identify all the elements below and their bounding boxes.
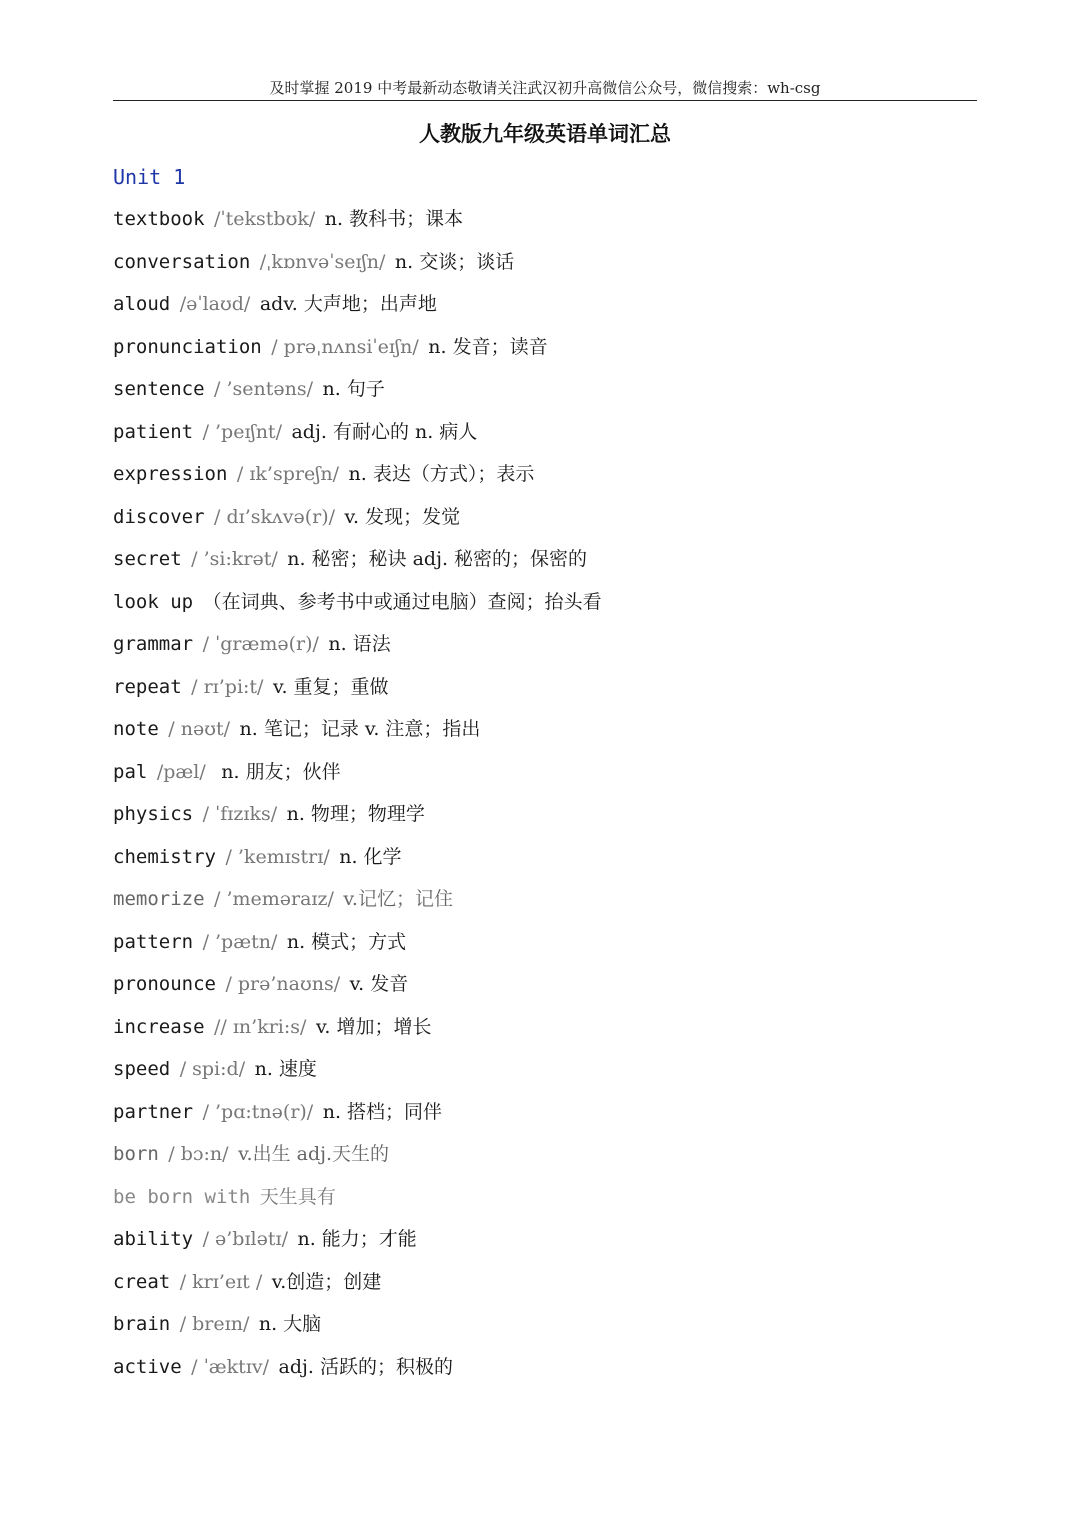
vocab-definition: n. 笔记；记录 v. 注意；指出	[239, 718, 481, 740]
vocab-definition: adj. 有耐心的 n. 病人	[291, 420, 478, 443]
vocab-definition: v. 发音	[349, 973, 409, 995]
vocab-definition: n. 交谈；谈话	[394, 250, 515, 273]
vocab-word: grammar	[113, 633, 194, 655]
vocab-definition: n. 教科书；课本	[324, 208, 464, 230]
vocab-entry	[113, 884, 1013, 927]
vocab-word: note	[113, 718, 159, 740]
vocab-phonetic: /ˈtekstbʊk/	[214, 208, 316, 230]
vocab-entry	[113, 1309, 1013, 1352]
vocab-definition: n. 大脑	[258, 1313, 322, 1335]
vocab-word: brain	[113, 1313, 171, 1335]
vocab-phonetic: / spi:d/	[179, 1058, 246, 1080]
vocab-word: pronounce	[113, 973, 216, 995]
vocab-entry	[113, 629, 1013, 672]
vocab-entry	[113, 969, 1013, 1012]
vocab-word: memorize	[113, 888, 205, 910]
vocab-word: partner	[113, 1100, 194, 1123]
vocab-word: physics	[113, 803, 194, 825]
vocab-definition: n. 朋友；伙伴	[215, 760, 341, 783]
vocab-phonetic: / nəʊt/	[168, 718, 231, 740]
vocab-phonetic: / dɪ’skʌvə(r)/	[214, 505, 336, 528]
vocab-phonetic: /pæl/	[156, 760, 206, 783]
vocab-word: discover	[113, 505, 205, 528]
vocab-phonetic: / ˈæktɪv/	[191, 1355, 270, 1378]
vocab-entry	[113, 1139, 1013, 1182]
vocab-word: pal	[113, 760, 148, 783]
vocab-word: pronunciation	[113, 335, 262, 358]
vocab-definition: n. 发音；读音	[428, 335, 548, 358]
vocab-word: conversation	[113, 250, 251, 273]
vocab-word: be born with	[113, 1185, 251, 1208]
header-divider	[113, 100, 977, 101]
vocab-phonetic: / prə’naʊns/	[225, 973, 341, 995]
vocab-definition: n. 能力；才能	[297, 1228, 417, 1250]
vocab-entry	[113, 1267, 1013, 1310]
vocab-definition: v. 增加；增长	[315, 1015, 432, 1038]
vocab-definition: v.记忆；记住	[343, 888, 453, 910]
vocab-word: secret	[113, 548, 182, 570]
vocab-definition: n. 搭档；同伴	[322, 1100, 443, 1123]
vocab-entry	[113, 1182, 1013, 1225]
vocab-entry	[113, 204, 1013, 247]
vocab-definition: adj. 活跃的；积极的	[278, 1355, 453, 1378]
vocab-definition: adv. 大声地；出声地	[259, 293, 437, 315]
vocab-phonetic: / breɪn/	[179, 1313, 250, 1335]
vocab-phonetic: /ˌkɒnvəˈseɪʃn/	[259, 250, 386, 273]
vocab-entry	[113, 289, 1013, 332]
vocab-entry	[113, 1352, 1013, 1395]
vocab-phonetic: / krɪ’eɪt /	[179, 1270, 263, 1293]
vocab-word: born	[113, 1143, 159, 1165]
vocab-entry	[113, 757, 1013, 800]
vocab-definition: v. 发现；发觉	[344, 505, 461, 528]
vocab-entry	[113, 459, 1013, 502]
vocab-word: speed	[113, 1058, 171, 1080]
vocab-phonetic: / ’pætn/	[202, 930, 278, 953]
vocab-phonetic: / rɪ’pi:t/	[191, 675, 264, 698]
vocab-definition: n. 化学	[339, 845, 402, 868]
vocab-entry	[113, 927, 1013, 970]
vocab-word: active	[113, 1355, 182, 1378]
vocab-phonetic: / bɔ:n/	[168, 1143, 229, 1165]
vocab-word: patient	[113, 420, 194, 443]
vocab-word: pattern	[113, 930, 194, 953]
vocab-definition: v. 重复；重做	[272, 675, 389, 698]
vocab-entry	[113, 799, 1013, 842]
vocab-word: repeat	[113, 675, 182, 698]
vocab-entry	[113, 374, 1013, 417]
vocab-phonetic: / ’kemɪstrɪ/	[225, 845, 330, 868]
vocab-word: increase	[113, 1015, 205, 1038]
vocabulary-list	[113, 204, 1013, 1394]
vocab-phonetic: / ’pɑ:tnə(r)/	[202, 1100, 314, 1123]
vocab-phonetic: / ə’bɪlətɪ/	[202, 1228, 288, 1250]
vocab-entry	[113, 672, 1013, 715]
vocab-definition: （在词典、参考书中或通过电脑）查阅；抬头看	[202, 590, 602, 613]
vocab-word: textbook	[113, 208, 205, 230]
vocab-phonetic: / ˈgræmə(r)/	[202, 633, 319, 655]
vocab-word: look up	[113, 590, 194, 613]
document-title: 人教版九年级英语单词汇总	[419, 121, 671, 146]
vocab-entry	[113, 1012, 1013, 1055]
vocab-definition: n. 语法	[328, 633, 391, 655]
vocab-definition: n. 模式；方式	[286, 930, 407, 953]
vocab-phonetic: / ˈfɪzɪks/	[202, 803, 278, 825]
vocab-entry	[113, 1054, 1013, 1097]
vocab-word: sentence	[113, 378, 205, 400]
vocab-entry	[113, 1097, 1013, 1140]
vocab-definition: n. 速度	[254, 1058, 317, 1080]
vocab-entry	[113, 332, 1013, 375]
vocab-entry	[113, 502, 1013, 545]
vocab-phonetic: // ɪn’kri:s/	[214, 1015, 307, 1038]
vocab-definition: v.出生 adj.天生的	[238, 1143, 390, 1165]
vocab-phonetic: / ’si:krət/	[191, 548, 278, 570]
vocab-definition: n. 物理；物理学	[286, 803, 425, 825]
vocab-definition: n. 句子	[322, 378, 385, 400]
unit-heading: Unit 1	[113, 165, 186, 189]
vocab-word: creat	[113, 1270, 171, 1293]
vocab-definition: n. 秘密；秘诀 adj. 秘密的；保密的	[287, 548, 588, 570]
vocab-definition: v.创造；创建	[271, 1270, 382, 1293]
vocab-word: expression	[113, 463, 228, 485]
vocab-definition: n. 表达（方式）；表示	[348, 463, 535, 485]
vocab-entry	[113, 417, 1013, 460]
vocab-entry	[113, 842, 1013, 885]
page-header: 及时掌握 2019 中考最新动态敬请关注武汉初升高微信公众号，微信搜索：wh-csg	[269, 79, 821, 97]
vocab-entry	[113, 714, 1013, 757]
vocab-phonetic: / prəˌnʌnsiˈeɪʃn/	[271, 335, 419, 358]
vocab-entry	[113, 1224, 1013, 1267]
vocab-entry	[113, 544, 1013, 587]
vocab-definition: 天生具有	[259, 1185, 336, 1208]
vocab-entry	[113, 587, 1013, 630]
vocab-word: ability	[113, 1228, 194, 1250]
vocab-phonetic: /əˈlaʊd/	[179, 293, 251, 315]
vocab-word: chemistry	[113, 845, 216, 868]
vocab-phonetic: / ’peɪʃnt/	[202, 420, 282, 443]
vocab-entry	[113, 247, 1013, 290]
vocab-word: aloud	[113, 293, 171, 315]
vocab-phonetic: / ’sentəns/	[214, 378, 313, 400]
vocab-phonetic: / ɪk’spreʃn/	[236, 463, 339, 485]
vocab-phonetic: / ’meməraɪz/	[214, 888, 334, 910]
